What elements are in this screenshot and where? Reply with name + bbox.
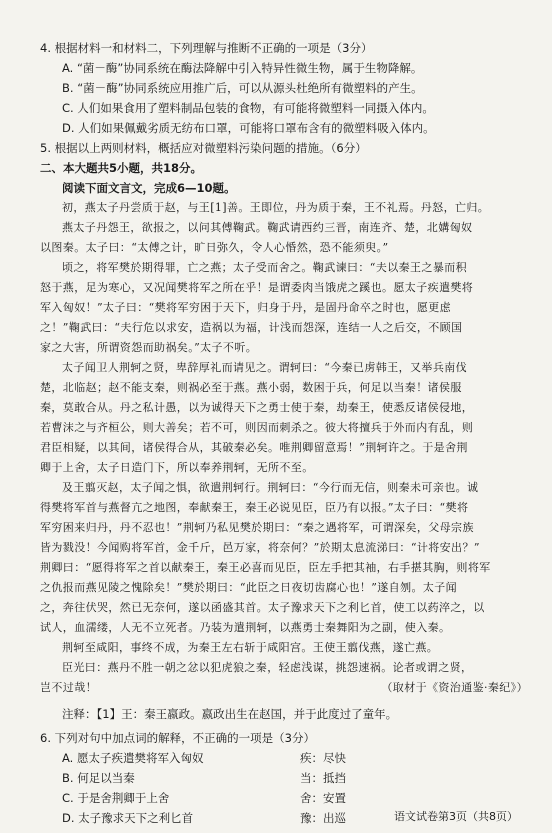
section-instruction: 阅读下面文言文，完成6—10题。: [62, 181, 236, 195]
q6-option-d-sentence: D. 太子豫求天下之利匕首: [62, 811, 194, 825]
q6-option-b-sentence: B. 何足以当秦: [62, 771, 135, 785]
q6-stem: 6. 下列对句中加点词的解释，不正确的一项是（3分）: [40, 731, 315, 745]
q6-option-c-gloss: 舍：安置: [300, 791, 346, 805]
passage-line: 太子闻卫人荆轲之贤，卑辞厚礼而请见之。谓轲曰：“今秦已虏韩王，又举兵南伐: [62, 361, 468, 374]
q6-option-b-gloss: 当：抵挡: [300, 771, 346, 785]
passage-line: 若曹沫之与齐桓公，则大善矣；若不可，则因而刺杀之。彼大将擅兵于外而内有乱，则: [40, 421, 474, 434]
passage-line: 臣光曰：燕丹不胜一朝之忿以犯虎狼之秦，轻虑浅谋，挑怨速祸。论者或谓之贤，: [62, 661, 473, 674]
q4-option-d: D. 人们如果佩戴劣质无纺布口罩，可能将口罩布含有的微塑料吸入体内。: [62, 121, 435, 135]
passage-line: 试人，血濡缕，人无不立死者。乃装为遣荆轲，以燕勇士秦舞阳为之副，使入秦。: [40, 621, 451, 634]
passage-line: 燕太子丹怨王，欲报之，以问其傅鞠武。鞠武请西约三晋，南连齐、楚，北媾匈奴: [62, 221, 473, 234]
passage-line: 荆轲至咸阳，事终不成，为秦王左右斩于咸阳宫。王使王翦伐燕，遂亡燕。: [62, 641, 439, 654]
q4-option-a: A. “菌－酶”协同系统在酶法降解中引入特异性微生物，属于生物降解。: [62, 61, 423, 75]
passage-line: 卿于上舍，太子日造门下，所以奉养荆轲，无所不至。: [40, 461, 314, 474]
passage-line: 秦，莫敢合从。丹之私计愚，以为诚得天下之勇士使于秦，劫秦王，使悉反诸侯侵地，: [40, 401, 474, 414]
q6-option-d-gloss: 豫：出巡: [300, 811, 346, 825]
passage-line: 怒于燕，足为寒心，又况闻樊将军之所在乎！是谓委肉当饿虎之蹊也。愿太子疾遣樊将: [40, 281, 474, 294]
passage-line: 顷之，将军樊於期得罪，亡之燕；太子受而舍之。鞠武谏曰：“夫以秦王之暴而积: [62, 261, 468, 274]
passage-line: 君臣相疑，以其间，诸侯得合从，其破秦必矣。唯荆卿留意焉！”荆轲许之。于是舍荆: [40, 441, 468, 454]
passage-line: 皆为戮没！今闻购将军首，金千斤，邑万家，将奈何？”於期太息流涕曰：“计将安出？”: [40, 541, 480, 554]
q4-stem: 4. 根据材料一和材料二，下列理解与推断不正确的一项是（3分）: [40, 41, 373, 55]
passage-line: 之！”鞠武曰：“夫行危以求安，造祸以为福，计浅而怨深，连结一人之后交，不顾国: [40, 321, 463, 334]
passage-line: 之，奔往伏哭，然已无奈何，遂以函盛其首。太子豫求天下之利匕首，使工以药淬之，以: [40, 601, 485, 614]
q6-option-c-sentence: C. 于是舍荆卿于上舍: [62, 791, 170, 805]
passage-line: 岂不过哉！: [40, 681, 97, 694]
passage-line: 以图秦。太子曰：“太傅之计，旷日弥久，令人心惛然，恐不能须臾。”: [40, 241, 389, 254]
page-footer: 语文试卷第3页（共8页）: [394, 810, 518, 823]
q4-option-c: C. 人们如果食用了塑料制品包装的食物，有可能将微塑料一同摄入体内。: [62, 101, 434, 115]
passage-line: 楚，北临赵；赵不能支秦，则祸必至于燕。燕小弱，数困于兵，何足以当秦！诸侯服: [40, 381, 462, 394]
q5-stem: 5. 根据以上两则材料，概括应对微塑料污染问题的措施。（6分）: [40, 141, 367, 155]
q6-option-a-sentence: A. 愿太子疾遣樊将军入匈奴: [62, 751, 204, 765]
footnote: 注释：【1】王：秦王嬴政。嬴政出生在赵国，并于此度过了童年。: [62, 707, 398, 721]
section-heading: 二、本大题共5小题，共18分。: [40, 161, 203, 175]
q4-option-b: B. “菌－酶”协同系统应用推广后，可以从源头杜绝所有微塑料的产生。: [62, 81, 423, 95]
source-citation: （取材于《资治通鉴·秦纪》）: [381, 681, 528, 694]
q6-option-a-gloss: 疾：尽快: [300, 751, 346, 765]
passage-line: 家之大害，所谓资怨而助祸矣。”太子不听。: [40, 341, 258, 354]
passage-line: 荆卿曰：“愿得将军之首以献秦王，秦王必喜而见臣，臣左手把其袖，右手揕其胸，则将军: [40, 561, 491, 574]
passage-line: 及王翦灭赵，太子闻之惧，欲遣荆轲行。荆轲曰：“今行而无信，则秦未可亲也。诚: [62, 481, 479, 494]
passage-line: 军入匈奴！”太子曰：“樊将军穷困于天下，归身于丹，是固丹命卒之时也，愿更虑: [40, 301, 452, 314]
passage-line: 之仇报而燕见陵之愧除矣！”樊於期曰：“此臣之日夜切齿腐心也！”遂自刎。太子闻: [40, 581, 458, 594]
passage-line: 得樊将军首与燕督亢之地图，奉献秦王，秦王必说见臣，臣乃有以报。”太子曰：“樊将: [40, 501, 469, 514]
passage-line: 初，燕太子丹尝质于赵，与王[1]善。王即位，丹为质于秦，王不礼焉。丹怒，亡归。: [62, 201, 490, 214]
passage-line: 军穷困来归丹，丹不忍也！”荆轲乃私见樊於期曰：“秦之遇将军，可谓深矣，父母宗族: [40, 521, 474, 534]
